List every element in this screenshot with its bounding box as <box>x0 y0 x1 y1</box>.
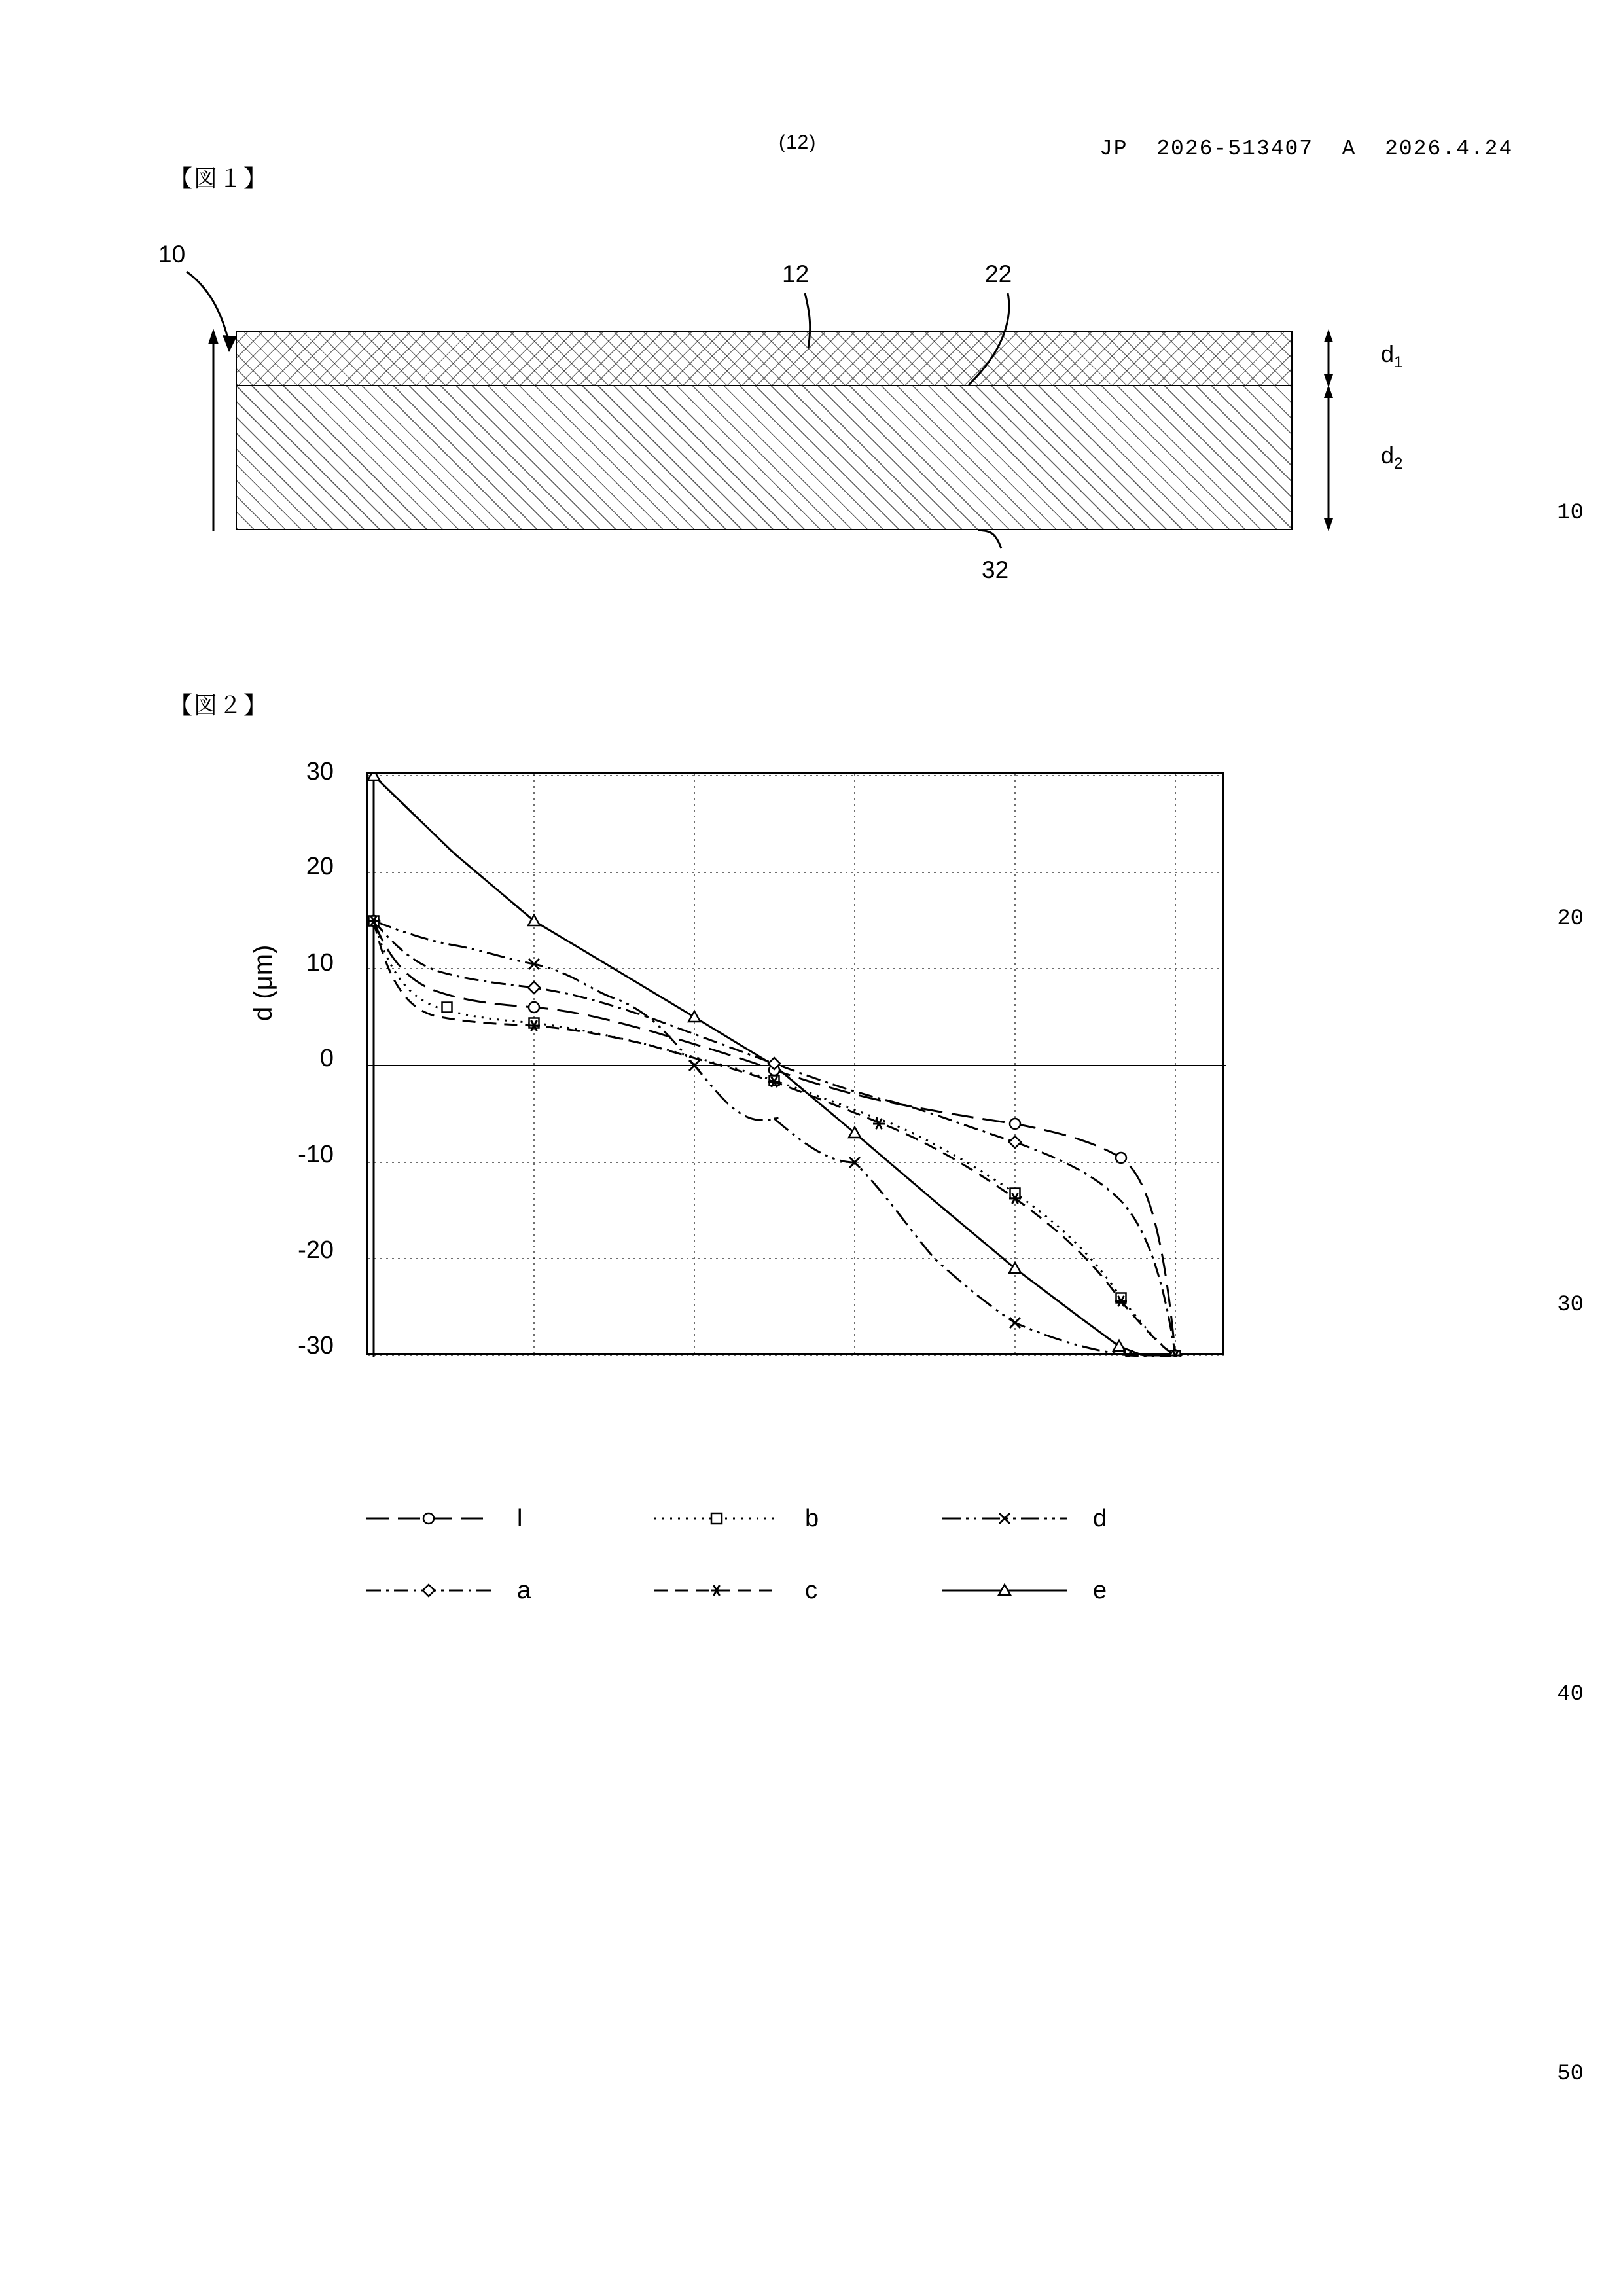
series-d <box>368 916 1175 1357</box>
legend-swatch-c-icon <box>654 1577 779 1604</box>
legend-swatch-a-icon <box>366 1577 491 1604</box>
callout-22: 22 <box>985 260 1012 287</box>
chart-svg <box>368 774 1226 1357</box>
legend-row-1 <box>366 1492 1230 1545</box>
legend-label-e: e <box>1093 1576 1107 1604</box>
figure-1 <box>151 209 1453 641</box>
legend-label-c: c <box>805 1576 817 1604</box>
legend-sample-e <box>942 1577 1067 1604</box>
dimension-d2-base: d <box>1381 442 1395 469</box>
legend-item-l[interactable] <box>366 1492 522 1545</box>
legend-swatch-b-icon <box>654 1505 779 1532</box>
callout-32: 32 <box>982 556 1009 583</box>
dimension-d1 <box>1381 340 1402 372</box>
legend-swatch-d-icon <box>942 1505 1067 1532</box>
y-axis-label: d (μm) <box>249 944 277 1021</box>
page-number: (12) <box>779 132 817 153</box>
dimension-d1-base: d <box>1381 340 1395 367</box>
y-tick-m20: -20 <box>298 1236 334 1264</box>
legend-sample-a <box>366 1577 491 1604</box>
figure-2-label: 【図２】 <box>169 692 269 719</box>
legend-item-b[interactable] <box>654 1492 819 1545</box>
legend-item-e[interactable] <box>942 1564 1107 1617</box>
y-tick-10: 10 <box>306 949 334 977</box>
y-tick-30: 30 <box>306 758 334 785</box>
legend-sample-l <box>366 1505 491 1532</box>
legend-row-2 <box>366 1564 1230 1617</box>
margin-line-number-40: 40 <box>1557 1682 1584 1707</box>
legend-label-l: l <box>517 1504 523 1532</box>
legend-sample-c <box>654 1577 779 1604</box>
legend-sample-d <box>942 1505 1067 1532</box>
legend-item-d[interactable] <box>942 1492 1107 1545</box>
legend-label-a: a <box>517 1576 531 1604</box>
publication-line: JP 2026-513407 A 2026.4.24 <box>1099 137 1514 161</box>
callout-12: 12 <box>782 260 810 287</box>
chart-legend <box>366 1492 1230 1630</box>
dimension-d2-sub: 2 <box>1394 455 1403 473</box>
series-c <box>368 916 1181 1357</box>
legend-item-c[interactable] <box>654 1564 817 1617</box>
margin-line-number-50: 50 <box>1557 2062 1584 2087</box>
y-tick-m30: -30 <box>298 1332 334 1359</box>
y-tick-m10: -10 <box>298 1141 334 1168</box>
legend-swatch-l-icon <box>366 1505 491 1532</box>
dimension-d2 <box>1381 442 1402 473</box>
legend-item-a[interactable] <box>366 1564 531 1617</box>
callout-10: 10 <box>158 241 186 268</box>
series-l <box>368 916 1181 1357</box>
margin-line-number-30: 30 <box>1557 1293 1584 1318</box>
y-tick-20: 20 <box>306 853 334 880</box>
legend-label-d: d <box>1093 1504 1107 1532</box>
legend-swatch-e-icon <box>942 1577 1067 1604</box>
margin-line-number-20: 20 <box>1557 906 1584 931</box>
series-a <box>368 915 1181 1357</box>
dimension-d1-sub: 1 <box>1394 353 1403 372</box>
series-b <box>369 916 1181 1357</box>
page-header <box>0 69 1623 161</box>
chart-plot-area <box>366 772 1224 1355</box>
legend-sample-b <box>654 1505 779 1532</box>
figure-1-label: 【図１】 <box>169 165 269 192</box>
legend-label-b: b <box>805 1504 819 1532</box>
margin-line-number-10: 10 <box>1557 501 1584 526</box>
y-tick-0: 0 <box>319 1045 334 1072</box>
